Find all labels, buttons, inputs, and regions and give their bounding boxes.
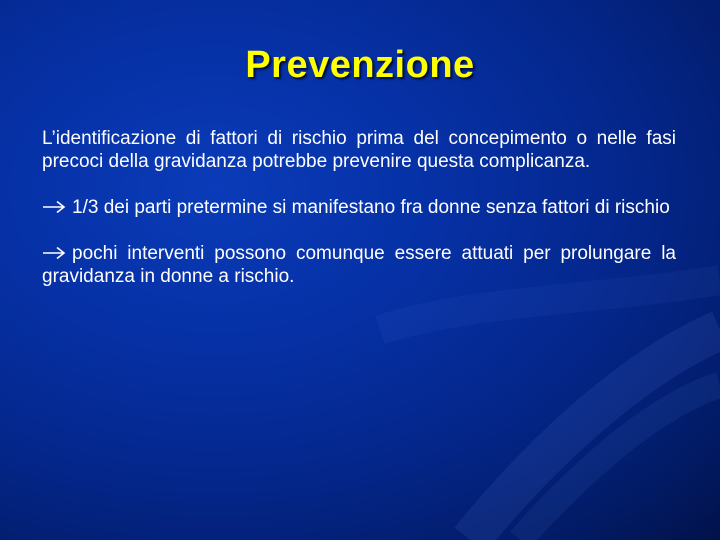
slide-title: Prevenzione [245, 44, 475, 86]
bullet-1-text: 1/3 dei parti pretermine si manifestano fra donne senza fattori di rischio [72, 197, 670, 218]
bullet-paragraph-1 [42, 196, 676, 219]
right-arrow-icon [42, 200, 66, 214]
intro-paragraph [42, 127, 676, 173]
bullet-2-text: pochi interventi possono comunque essere attuati per prolungare la gravidanza in donne a rischio. [42, 243, 676, 287]
slide-body [42, 127, 676, 288]
intro-paragraph-text: L’identificazione di fattori di rischio prima del concepimento o nelle fasi precoci della gravidanza potrebbe prevenire questa complicanza. [42, 128, 676, 172]
right-arrow-icon [42, 246, 66, 260]
bullet-paragraph-2 [42, 242, 676, 288]
